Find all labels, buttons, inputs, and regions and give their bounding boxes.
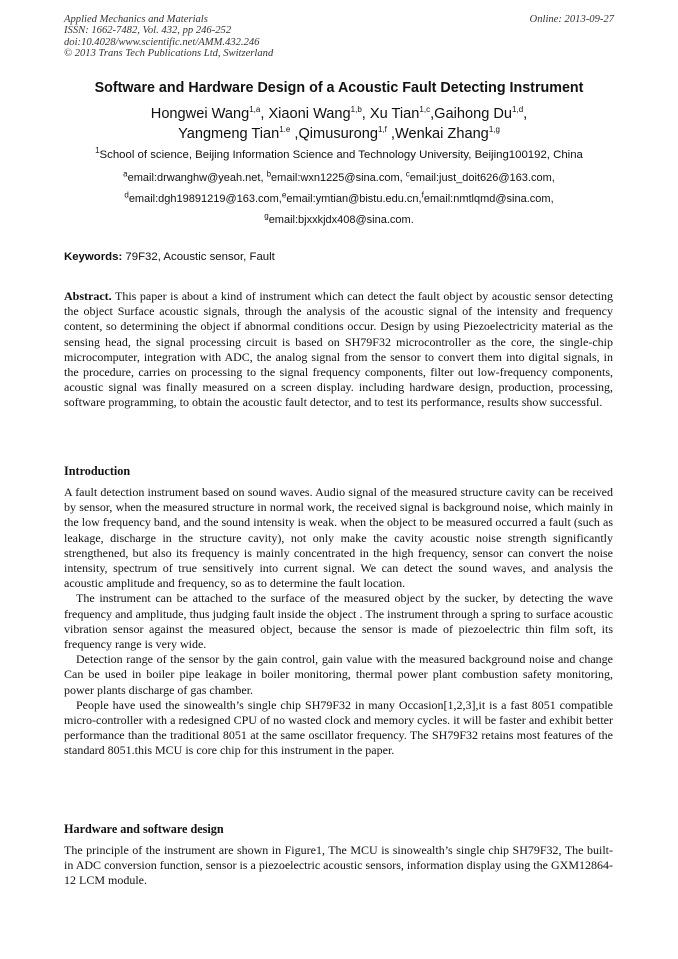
introduction-heading: Introduction [64, 464, 131, 478]
email-text: email:nmtlqmd@sina.com, [423, 193, 554, 205]
author-sup: 1,f [377, 125, 387, 135]
author-separator: , [523, 106, 528, 122]
affiliation [0, 146, 678, 161]
author-name: Wenkai Zhang [394, 126, 489, 142]
abstract-text: This paper is about a kind of instrument which can detect the fault object by acoustic sensor detecting the object Surface acoustic signals, through the analysis of the acoustic signal of the intensity and frequency content, so determining the object if abnormal conditions occur. Design by using Piezoelectricity material as the sensing head, the signal processing circuit is based on SH79F32 microcontroller as the core, the single-chip microcomputer, integration with ADC, the analog signal from the sensor to convert them into digital signals, in the procedure, carries on processing to the signal frequency components, filter out low-frequency components, acoustic signal was finally measured on a screen display. including hardware design, production, processing, software programming, to obtain the acoustic fault detector, and to test its performance, results show successful. [64, 289, 613, 410]
email-sup: a [123, 169, 128, 179]
author-separator: , [430, 106, 435, 122]
intro-paragraph: The instrument can be attached to the surface of the measured object by the sucker, by detecting the wave frequency and amplitude, thus judging fault inside the object . The instrument through a spring to surface acoustic vibration sensor against the measured object, because the sensor is made of piezoelectric thin film soft, its frequency range is very wide. [64, 591, 613, 652]
affiliation-text: School of science, Beijing Information Science and Technology University, Beijing100192, China [99, 149, 583, 161]
intro-paragraph: People have used the sinowealth’s single chip SH79F32 in many Occasion[1,2,3],it is a fast 8051 compatible micro-controller with a redesigned CPU of no wasted clock and memory cycles. it will be faster and exhibit better performance than the traditional 8051 at the same oscillator frequency. The SH79F32 retains most features of the standard 8051.this MCU is core chip for this instrument in the paper. [64, 697, 613, 758]
email-text: email:just_doit626@163.com, [409, 172, 555, 184]
email-sup: e [281, 190, 287, 200]
email-text: email:dgh19891219@163.com, [128, 193, 282, 205]
email-text: email:drwanghw@yeah.net, [127, 172, 267, 184]
email-sup: c [405, 169, 410, 179]
email-line-1 [0, 169, 678, 184]
author-line-2 [0, 124, 678, 144]
author-name: Hongwei Wang [150, 106, 250, 122]
email-sup: f [421, 190, 424, 200]
paper-title: Software and Hardware Design of a Acoustic Fault Detecting Instrument [94, 80, 584, 96]
journal-header [64, 14, 273, 60]
email-sup: d [124, 190, 129, 200]
online-date: Online: 2013-09-27 [529, 14, 614, 25]
introduction-body [64, 485, 613, 759]
keywords-text: 79F32, Acoustic sensor, Fault [122, 251, 275, 263]
author-separator: , [361, 106, 370, 122]
email-text: email:bjxxkjdx408@sina.com. [268, 214, 414, 226]
author-line-1 [0, 104, 678, 124]
abstract-label: Abstract. [64, 289, 112, 303]
keywords-label: Keywords: [64, 251, 123, 263]
email-sup: g [264, 211, 269, 221]
doi-line: doi:10.4028/www.scientific.net/AMM.432.246 [64, 36, 260, 48]
issn-line: ISSN: 1662-7482, Vol. 432, pp 246-252 [64, 25, 232, 37]
intro-paragraph: Detection range of the sensor by the gain control, gain value with the measured background noise and change Can be used in boiler pipe leakage in boiler monitoring, thermal power plant combustion safety monitoring, power plants discharge of gas chamber. [64, 652, 613, 697]
author-separator: , [260, 106, 269, 122]
author-sup: 1.e [279, 125, 291, 135]
hardware-heading: Hardware and software design [64, 822, 224, 836]
author-sup: 1,g [488, 125, 500, 135]
abstract [64, 289, 613, 411]
hardware-body [64, 843, 613, 889]
copyright-line: © 2013 Trans Tech Publications Ltd, Switzerland [64, 48, 274, 60]
author-separator: , [290, 126, 299, 142]
author-separator: , [386, 126, 395, 142]
author-name: Yangmeng Tian [178, 126, 280, 142]
intro-paragraph: A fault detection instrument based on sound waves. Audio signal of the measured structure cavity can be received by sensor, when the measured structure in normal work, the received signal is background noise, which mainly in the low frequency band, and the sound intensity is weak. when the object to be measured occurred a fault (such as leakage, discharge in the structure cavity), not only make the cavity acoustic noise strength significantly strengthened, but also its frequency is mainly concentrated in the high frequency, sensor can convert the noise intensity, spectrum of true sensitively into current signal. We can detect the sound waves, and analysis the acoustic amplitude and frequency, so as to determine the fault location. [64, 485, 613, 591]
affiliation-sup: 1 [95, 146, 100, 156]
author-name: Gaihong Du [434, 106, 513, 122]
email-text: email:wxn1225@sina.com, [271, 172, 406, 184]
author-sup: 1,a [249, 105, 261, 115]
email-line-3 [0, 211, 678, 226]
keywords [64, 251, 275, 263]
author-sup: 1,c [419, 105, 431, 115]
author-name: Xiaoni Wang [268, 106, 351, 122]
email-sup: b [266, 169, 272, 179]
author-name: Qimusurong [298, 126, 378, 142]
abstract-paragraph [64, 289, 613, 411]
author-name: Xu Tian [369, 106, 420, 122]
journal-name: Applied Mechanics and Materials [64, 14, 208, 25]
author-sup: 1,d [512, 105, 524, 115]
hardware-paragraph: The principle of the instrument are shown in Figure1, The MCU is sinowealth’s single chip SH79F32, The built-in ADC conversion function, sensor is a piezoelectric acoustic sensors, information display using the GXM12864-12 LCM module. [64, 843, 613, 888]
author-sup: 1,b [350, 105, 362, 115]
email-line-2 [0, 190, 678, 205]
email-text: email:ymtian@bistu.edu.cn, [286, 193, 422, 205]
